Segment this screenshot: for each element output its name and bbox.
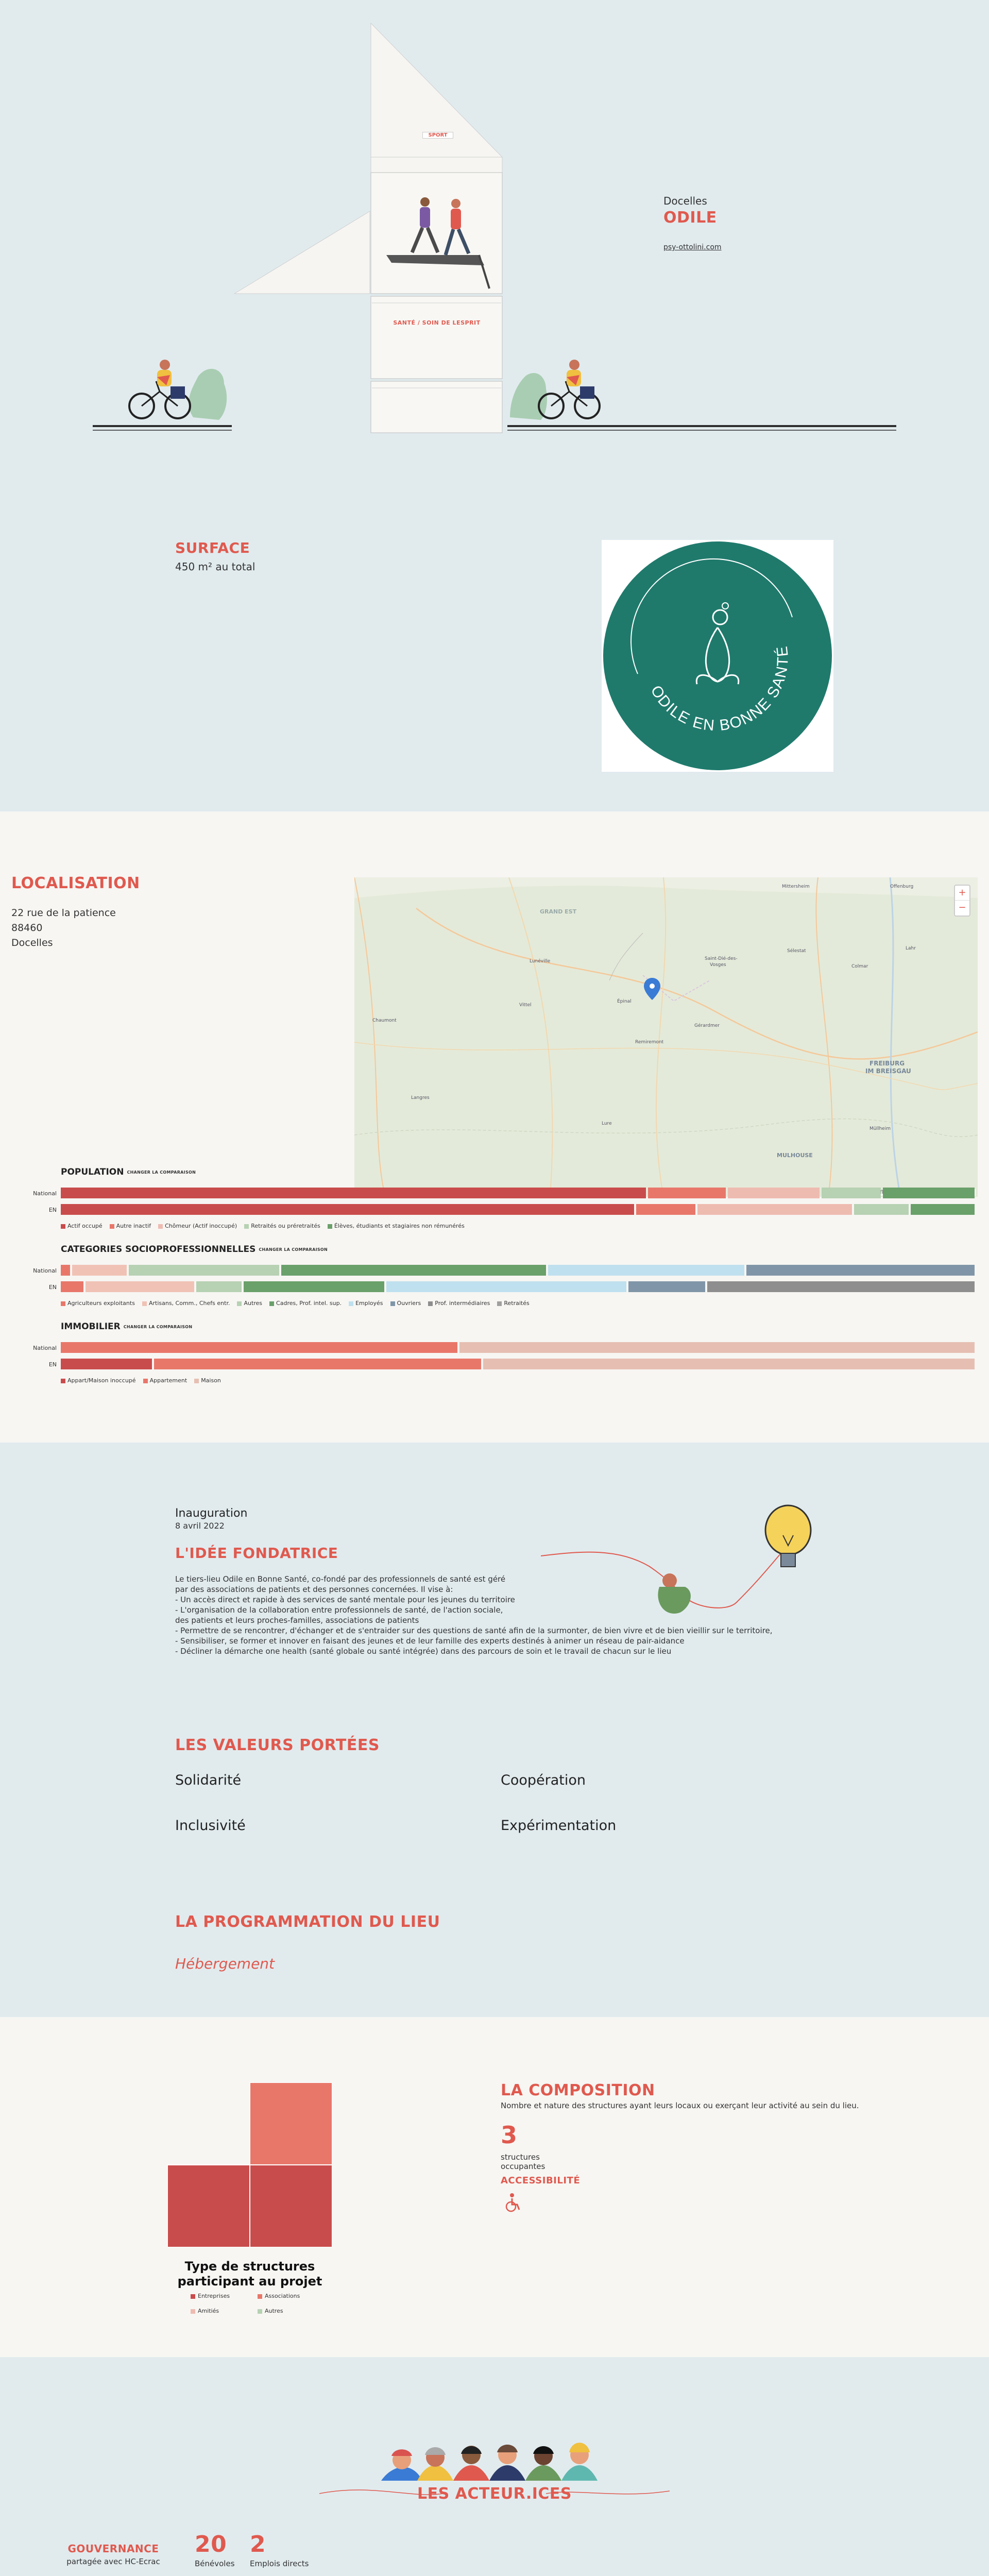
values-title: LES VALEURS PORTÉES <box>175 1736 380 1754</box>
bar-segment <box>86 1281 194 1292</box>
bar-segment <box>61 1342 457 1353</box>
csp-compare-button[interactable]: CHANGER LA COMPARAISON <box>259 1247 328 1252</box>
city-name: Docelles <box>663 195 707 207</box>
zoom-out-button[interactable]: − <box>958 902 966 913</box>
csp-bar-national <box>61 1265 977 1276</box>
acteurs-section <box>0 2357 989 2576</box>
svg-text:Colmar: Colmar <box>851 964 868 969</box>
building-sign-health: SANTÉ / SOIN DE LESPRIT <box>393 319 481 326</box>
immobilier-bar-national <box>61 1342 977 1353</box>
treemap-legend-item: Associations <box>258 2293 325 2299</box>
idea-section <box>0 1443 989 2017</box>
immobilier-legend <box>61 1377 221 1384</box>
wheelchair-icon <box>503 2192 523 2213</box>
structures-count-label-1: structures <box>501 2153 540 2162</box>
svg-text:Müllheim: Müllheim <box>869 1126 891 1131</box>
treemap-legend-item: Entreprises <box>191 2293 258 2299</box>
bar-segment <box>61 1281 83 1292</box>
bar-segment <box>386 1281 626 1292</box>
zoom-in-button[interactable]: + <box>955 886 969 901</box>
cyclist-left-icon <box>121 345 234 428</box>
localisation-section <box>0 811 989 1443</box>
composition-description: Nombre et nature des structures ayant leurs locaux ou exerçant leur activité au sein du lieu. <box>501 2101 859 2110</box>
value-solidarite: Solidarité <box>175 1772 242 1788</box>
bar-segment <box>61 1265 70 1276</box>
cyclist-right-icon <box>505 345 618 428</box>
building-sign-sport: SPORT <box>422 132 453 139</box>
legend-item: Retraités ou préretraités <box>244 1223 320 1229</box>
immobilier-row-national: National <box>33 1345 57 1351</box>
composition-section <box>0 2017 989 2357</box>
svg-text:Vittel: Vittel <box>519 1003 532 1008</box>
bar-segment <box>854 1204 909 1215</box>
benevoles-label: Bénévoles <box>195 2559 235 2568</box>
idea-paragraph-line: - Décliner la démarche one health (santé globale ou santé intégrée) dans des parcours de soin et le travail de chacun sur le lieu <box>175 1647 672 1656</box>
surface-title-label: SURFACE <box>175 539 250 556</box>
population-compare-button[interactable]: CHANGER LA COMPARAISON <box>127 1170 196 1175</box>
population-row-local: EN <box>48 1207 57 1213</box>
csp-legend <box>61 1300 530 1307</box>
svg-text:MULHOUSE: MULHOUSE <box>777 1152 813 1159</box>
treemap-legend-item: Amitiés <box>191 2308 258 2314</box>
csp-title: CATEGORIES SOCIOPROFESSIONNELLES <box>61 1244 256 1255</box>
place-name: ODILE <box>663 209 717 227</box>
legend-item: Ouvriers <box>390 1300 421 1307</box>
programmation-item: Hébergement <box>175 1955 275 1972</box>
bar-segment <box>883 1188 975 1198</box>
bar-segment <box>129 1265 279 1276</box>
bar-segment <box>728 1188 820 1198</box>
csp-row-national: National <box>33 1267 57 1274</box>
legend-item: Autre inactif <box>110 1223 151 1229</box>
svg-text:Langres: Langres <box>411 1095 430 1100</box>
structures-count-label-2: occupantes <box>501 2162 545 2171</box>
legend-item: Agriculteurs exploitants <box>61 1300 135 1307</box>
value-cooperation: Coopération <box>501 1772 586 1788</box>
svg-text:IM BREISGAU: IM BREISGAU <box>865 1067 911 1075</box>
bar-segment <box>548 1265 744 1276</box>
emplois-count: 2 <box>250 2531 266 2557</box>
legend-item: Cadres, Prof. intel. sup. <box>269 1300 342 1307</box>
immobilier-title: IMMOBILIER <box>61 1321 121 1332</box>
treemap-title-1: Type de structures <box>184 2259 315 2274</box>
website-link[interactable]: psy-ottolini.com <box>663 243 722 251</box>
bar-segment <box>61 1359 152 1369</box>
acteurs-title: LES ACTEUR.ICES <box>417 2485 572 2503</box>
svg-text:Lunéville: Lunéville <box>530 959 551 964</box>
address-line-1: 22 rue de la patience <box>11 907 116 919</box>
bar-segment <box>746 1265 975 1276</box>
immobilier-compare-button[interactable]: CHANGER LA COMPARAISON <box>123 1324 193 1329</box>
svg-text:FREIBURG: FREIBURG <box>869 1060 905 1067</box>
svg-text:Vosges: Vosges <box>710 962 726 968</box>
svg-text:Remiremont: Remiremont <box>635 1040 664 1045</box>
structures-treemap <box>167 2082 332 2247</box>
idea-paragraph-line: - Sensibiliser, se former et innover en faisant des jeunes et de leur famille des experts destinés à animer un réseau de pair-aidance <box>175 1636 685 1646</box>
legend-item: Autres <box>237 1300 262 1307</box>
surface-value-label: 450 m² au total <box>175 561 255 573</box>
idea-paragraph-line: des patients et leurs proches-familles, associations de patients <box>175 1616 419 1625</box>
value-experimentation: Expérimentation <box>501 1818 617 1834</box>
composition-title: LA COMPOSITION <box>501 2081 655 2099</box>
gouvernance-subtitle: partagée avec HC-Ecrac <box>66 2557 160 2566</box>
map[interactable] <box>354 877 978 1197</box>
idea-paragraph-line: par des associations de patients et des personnes concernées. Il vise à: <box>175 1585 453 1594</box>
population-legend <box>61 1223 465 1229</box>
structures-count: 3 <box>501 2121 518 2149</box>
csp-bar-local <box>61 1281 977 1292</box>
legend-item: Élèves, étudiants et stagiaires non rémunérés <box>328 1223 465 1229</box>
legend-item: Actif occupé <box>61 1223 103 1229</box>
people-illustration <box>381 2424 613 2481</box>
bar-segment <box>61 1204 634 1215</box>
legend-item: Retraités <box>497 1300 529 1307</box>
zoom-control <box>954 885 970 917</box>
population-title: POPULATION <box>61 1167 124 1177</box>
accessibility-title: ACCESSIBILITÉ <box>501 2175 581 2186</box>
bar-segment <box>154 1359 482 1369</box>
address-line-2: 88460 <box>11 922 43 934</box>
treemap-cell <box>250 2165 332 2247</box>
svg-text:Chaumont: Chaumont <box>372 1018 397 1023</box>
value-inclusivite: Inclusivité <box>175 1818 246 1834</box>
legend-item: Appartement <box>143 1377 187 1384</box>
inauguration-label: Inauguration <box>175 1507 248 1520</box>
bar-segment <box>196 1281 242 1292</box>
svg-text:Offenburg: Offenburg <box>890 884 914 889</box>
bar-segment <box>628 1281 706 1292</box>
treemap-legend <box>191 2293 325 2314</box>
idea-title: L'IDÉE FONDATRICE <box>175 1545 338 1562</box>
svg-text:Sélestat: Sélestat <box>787 948 806 954</box>
treemap-legend-item: Autres <box>258 2308 325 2314</box>
svg-text:Mittersheim: Mittersheim <box>782 884 810 889</box>
population-bar-local <box>61 1204 977 1215</box>
surface-section <box>0 515 989 811</box>
bar-segment <box>636 1204 695 1215</box>
address-line-3: Docelles <box>11 937 53 948</box>
idea-paragraph-line: - L'organisation de la collaboration entre professionnels de santé, de l'action sociale, <box>175 1605 503 1615</box>
treemap-cell <box>250 2082 332 2165</box>
bar-segment <box>244 1281 384 1292</box>
localisation-title: LOCALISATION <box>11 874 140 892</box>
svg-text:Lure: Lure <box>602 1121 612 1126</box>
treemap-title-2: participant au projet <box>177 2274 322 2289</box>
treemap-cell <box>167 2165 250 2247</box>
legend-item: Artisans, Comm., Chefs entr. <box>142 1300 230 1307</box>
bar-segment <box>648 1188 726 1198</box>
bar-segment <box>483 1359 975 1369</box>
legend-item: Chômeur (Actif inoccupé) <box>158 1223 237 1229</box>
svg-text:GRAND EST: GRAND EST <box>540 908 577 915</box>
svg-text:Épinal: Épinal <box>617 999 632 1004</box>
legend-item: Maison <box>194 1377 221 1384</box>
legend-item: Appart/Maison inoccupé <box>61 1377 136 1384</box>
logo-text: ODILE EN BONNE SANTÉ <box>647 644 792 735</box>
bar-segment <box>911 1204 975 1215</box>
emplois-label: Emplois directs <box>250 2559 309 2568</box>
bar-segment <box>72 1265 127 1276</box>
legend-item: Employés <box>349 1300 383 1307</box>
immobilier-row-local: EN <box>48 1361 57 1368</box>
population-row-national: National <box>33 1190 57 1197</box>
odile-logo <box>602 540 833 772</box>
immobilier-bar-local <box>61 1359 977 1369</box>
idea-paragraph-line: - Un accès direct et rapide à des services de santé mentale pour les jeunes du territoire <box>175 1595 515 1604</box>
map-tiles <box>354 877 978 1197</box>
idea-paragraph-line: - Permettre de se rencontrer, d'échanger et de s'entraider sur des questions de santé afin de la surmonter, de bien vivre et de bien vieillir sur le territoire, <box>175 1626 773 1635</box>
svg-text:Saint-Dié-des-: Saint-Dié-des- <box>705 956 738 961</box>
hero-section <box>0 0 989 515</box>
bar-segment <box>459 1342 975 1353</box>
benevoles-count: 20 <box>195 2531 227 2557</box>
idea-paragraph-line: Le tiers-lieu Odile en Bonne Santé, co-fondé par des professionnels de santé est géré <box>175 1574 506 1584</box>
gouvernance-title: GOUVERNANCE <box>67 2543 159 2555</box>
bar-segment <box>697 1204 852 1215</box>
logo-card <box>602 540 833 772</box>
svg-text:Gérardmer: Gérardmer <box>694 1023 720 1028</box>
bar-segment <box>822 1188 881 1198</box>
svg-text:Lahr: Lahr <box>906 946 916 951</box>
csp-row-local: EN <box>48 1284 57 1291</box>
inauguration-date: 8 avril 2022 <box>175 1521 225 1531</box>
idea-illustration <box>541 1499 829 1623</box>
legend-item: Prof. intermédiaires <box>428 1300 490 1307</box>
bar-segment <box>281 1265 546 1276</box>
bar-segment <box>707 1281 975 1292</box>
programmation-title: LA PROGRAMMATION DU LIEU <box>175 1913 440 1931</box>
bar-segment <box>61 1188 646 1198</box>
population-bar-national <box>61 1188 977 1198</box>
